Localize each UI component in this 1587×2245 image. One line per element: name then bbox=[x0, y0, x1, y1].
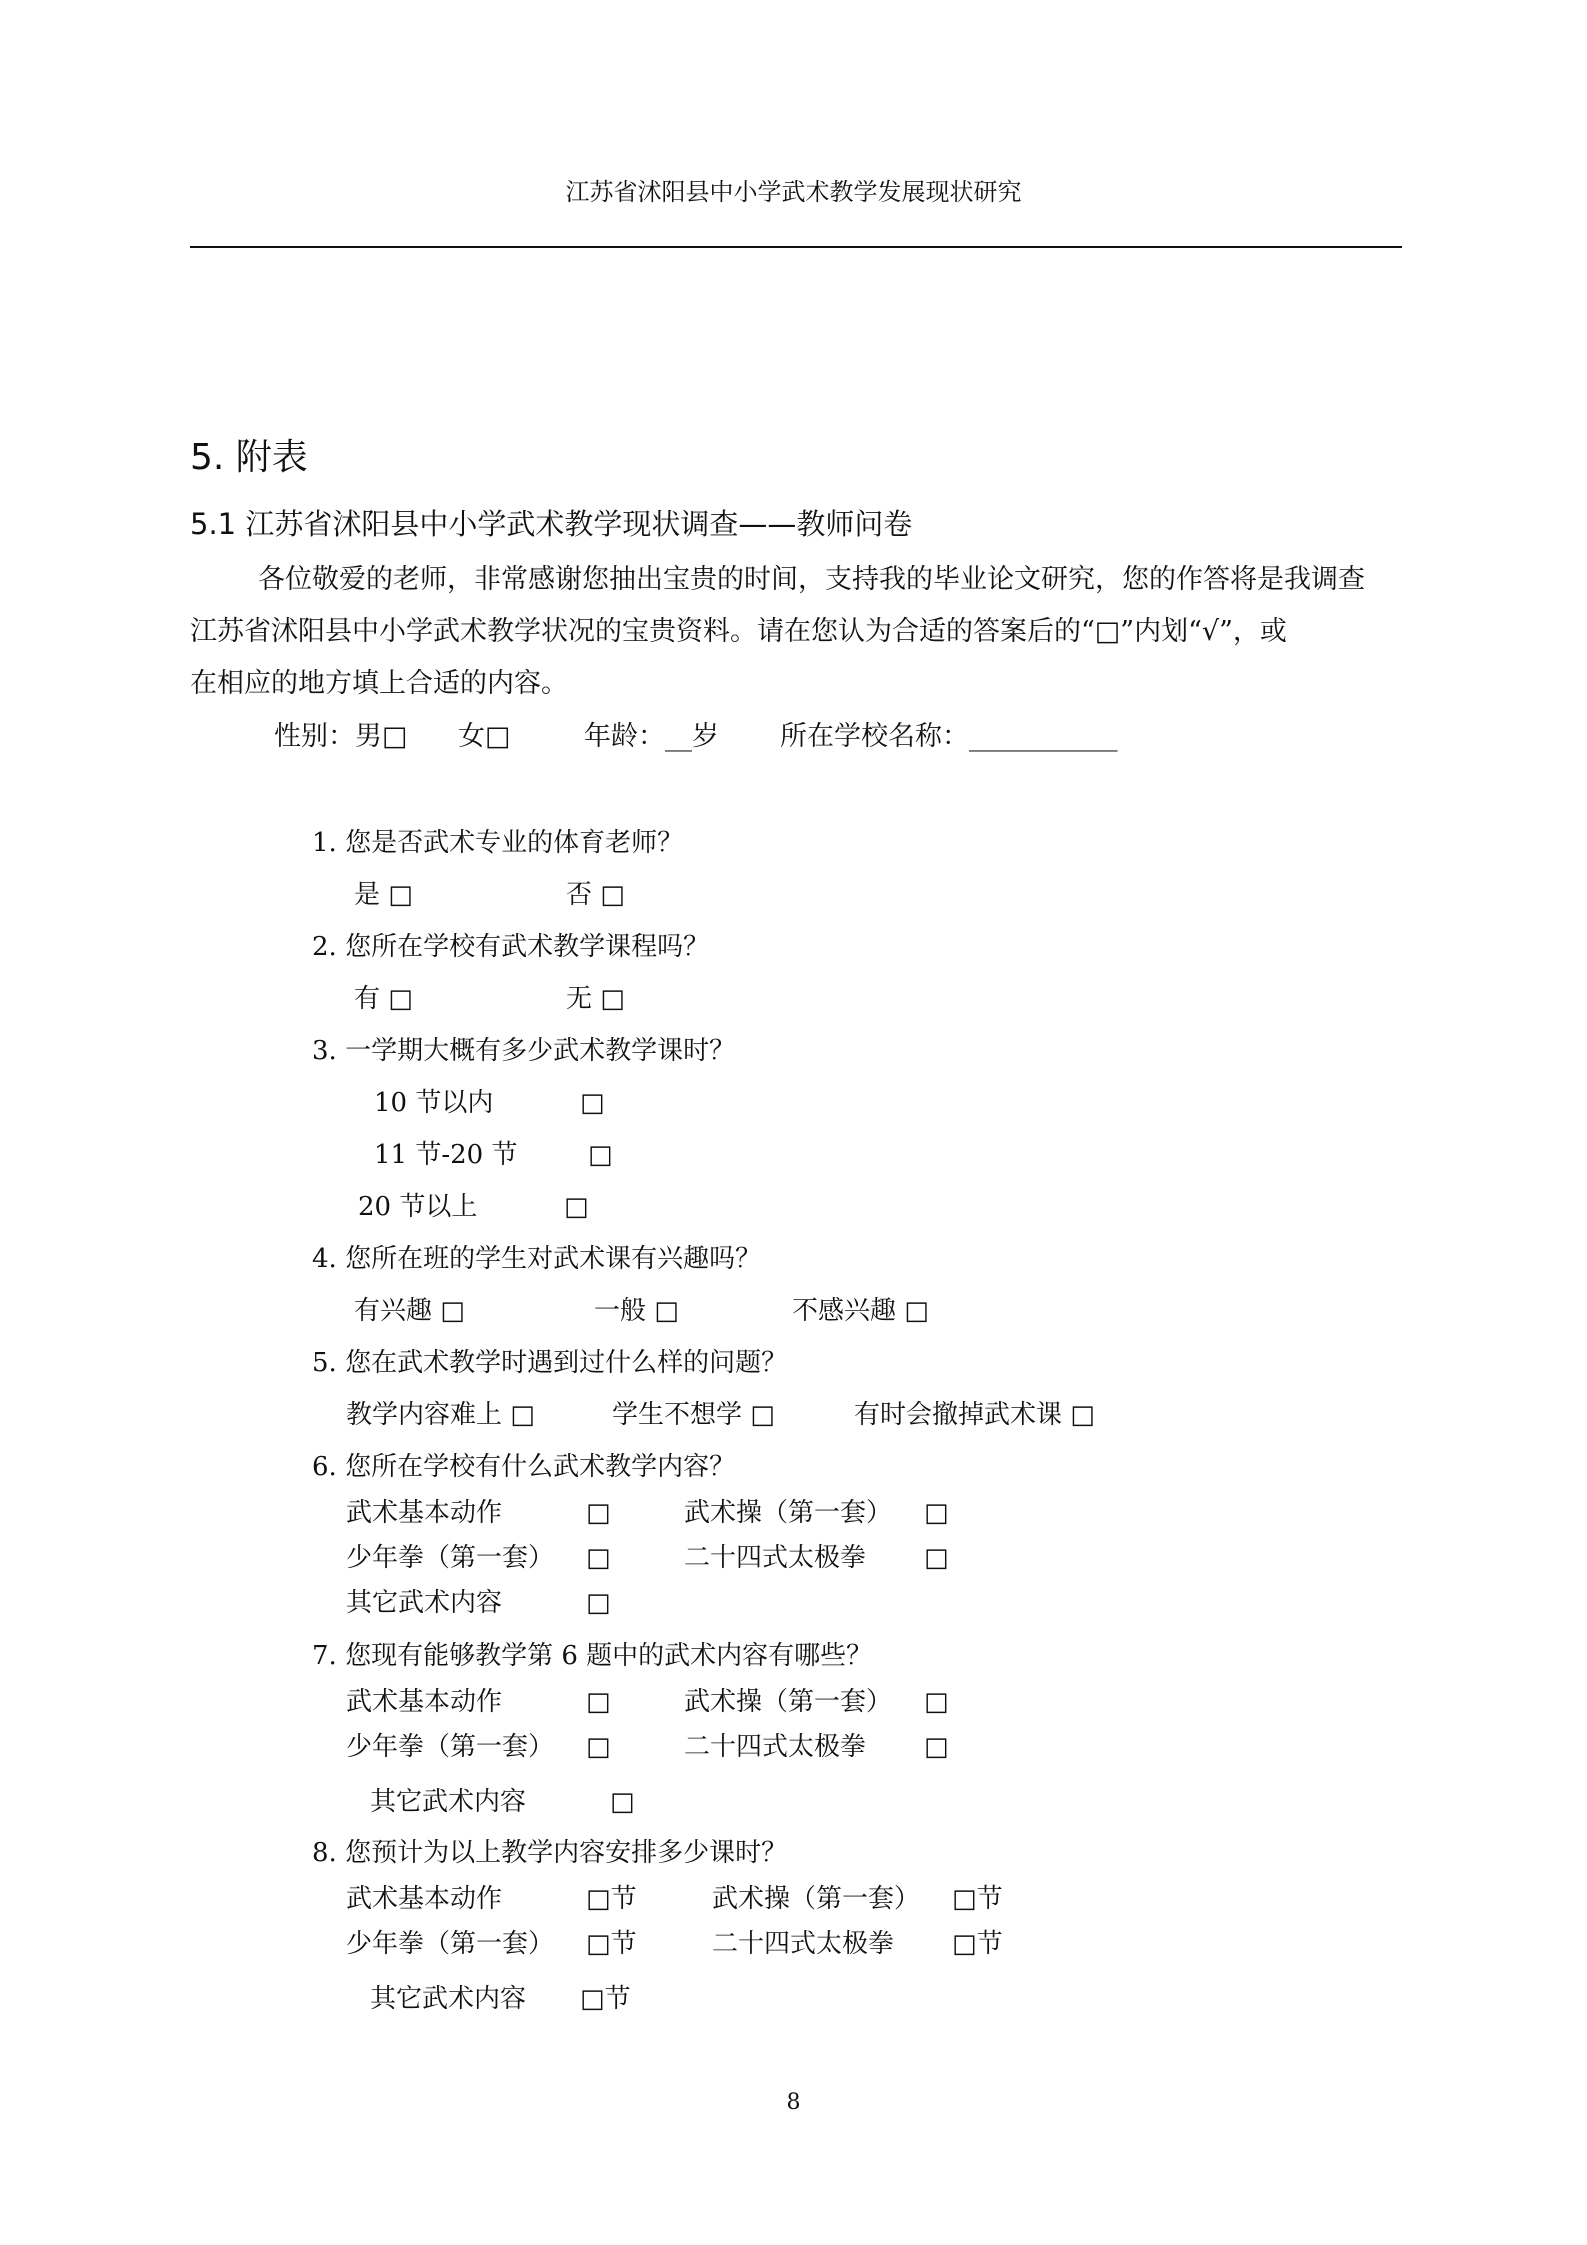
q6-option-checkbox[interactable]: □ bbox=[586, 1543, 611, 1573]
q7-option-checkbox[interactable]: □ bbox=[586, 1732, 611, 1762]
q3-option-label: 20 节以上 bbox=[358, 1192, 478, 1222]
q6-option-label: 二十四式太极拳 bbox=[684, 1543, 867, 1573]
q8-option-checkbox[interactable]: □节 bbox=[952, 1884, 1003, 1914]
question-4: 4. 您所在班的学生对武术课有兴趣吗？ bbox=[312, 1244, 762, 1274]
q6-option-checkbox[interactable]: □ bbox=[586, 1498, 611, 1528]
page-header: 江苏省沭阳县中小学武术教学发展现状研究 bbox=[565, 178, 1022, 206]
question-5: 5. 您在武术教学时遇到过什么样的问题？ bbox=[312, 1348, 788, 1378]
q3-option-label: 11 节-20 节 bbox=[374, 1140, 518, 1170]
section-title: 5. 附表 bbox=[190, 437, 308, 478]
q5-option-course-cancelled[interactable]: 有时会撤掉武术课 □ bbox=[854, 1400, 1095, 1430]
question-1: 1. 您是否武术专业的体育老师？ bbox=[312, 828, 684, 858]
question-6: 6. 您所在学校有什么武术教学内容？ bbox=[312, 1452, 736, 1482]
q3-option-checkbox[interactable]: □ bbox=[588, 1140, 613, 1170]
q4-option-not-interested[interactable]: 不感兴趣 □ bbox=[792, 1296, 929, 1326]
q8-option-checkbox[interactable]: □节 bbox=[952, 1929, 1003, 1959]
q8-option-label: 武术基本动作 bbox=[346, 1884, 503, 1914]
question-2: 2. 您所在学校有武术教学课程吗？ bbox=[312, 932, 710, 962]
q8-option-label: 二十四式太极拳 bbox=[712, 1929, 895, 1959]
header-rule bbox=[190, 246, 1402, 248]
q6-option-label: 其它武术内容 bbox=[346, 1588, 503, 1618]
subsection-title: 5.1 江苏省沭阳县中小学武术教学现状调查——教师问卷 bbox=[190, 507, 913, 541]
q3-option-label: 10 节以内 bbox=[374, 1088, 494, 1118]
school-name-field[interactable]: 所在学校名称：___________ bbox=[780, 721, 1118, 752]
age-field[interactable]: 年龄：__岁 bbox=[584, 721, 719, 752]
q6-option-checkbox[interactable]: □ bbox=[924, 1543, 949, 1573]
q2-option-yes[interactable]: 有 □ bbox=[354, 984, 413, 1014]
intro-line-3: 在相应的地方填上合适的内容。 bbox=[190, 668, 568, 699]
q6-option-label: 武术操（第一套） bbox=[684, 1498, 893, 1528]
q3-option-checkbox[interactable]: □ bbox=[564, 1192, 589, 1222]
q7-option-label: 少年拳（第一套） bbox=[346, 1732, 555, 1762]
q8-option-label: 少年拳（第一套） bbox=[346, 1929, 555, 1959]
q6-option-label: 少年拳（第一套） bbox=[346, 1543, 555, 1573]
q7-option-checkbox[interactable]: □ bbox=[586, 1687, 611, 1717]
q1-option-yes[interactable]: 是 □ bbox=[354, 880, 413, 910]
q7-option-label: 武术基本动作 bbox=[346, 1687, 503, 1717]
q8-option-label: 其它武术内容 bbox=[370, 1984, 527, 2014]
gender-field[interactable]: 性别：男□ bbox=[274, 721, 408, 752]
question-7: 7. 您现有能够教学第 6 题中的武术内容有哪些？ bbox=[312, 1641, 873, 1671]
q2-option-no[interactable]: 无 □ bbox=[566, 984, 625, 1014]
q8-option-checkbox[interactable]: □节 bbox=[580, 1984, 631, 2014]
q5-option-hard-content[interactable]: 教学内容难上 □ bbox=[346, 1400, 535, 1430]
q7-option-checkbox[interactable]: □ bbox=[610, 1787, 635, 1817]
q6-option-checkbox[interactable]: □ bbox=[924, 1498, 949, 1528]
question-8: 8. 您预计为以上教学内容安排多少课时？ bbox=[312, 1838, 788, 1868]
question-3: 3. 一学期大概有多少武术教学课时？ bbox=[312, 1036, 736, 1066]
q7-option-label: 二十四式太极拳 bbox=[684, 1732, 867, 1762]
q5-option-students-unwilling[interactable]: 学生不想学 □ bbox=[612, 1400, 775, 1430]
q3-option-checkbox[interactable]: □ bbox=[580, 1088, 605, 1118]
intro-line-1: 各位敬爱的老师，非常感谢您抽出宝贵的时间，支持我的毕业论文研究，您的作答将是我调查 bbox=[258, 564, 1365, 595]
q8-option-checkbox[interactable]: □节 bbox=[586, 1884, 637, 1914]
female-checkbox[interactable]: 女□ bbox=[458, 721, 511, 752]
q7-option-checkbox[interactable]: □ bbox=[924, 1732, 949, 1762]
intro-line-2: 江苏省沭阳县中小学武术教学状况的宝贵资料。请在您认为合适的答案后的“□”内划“√”，或 bbox=[190, 616, 1287, 647]
q8-option-label: 武术操（第一套） bbox=[712, 1884, 921, 1914]
q4-option-interested[interactable]: 有兴趣 □ bbox=[354, 1296, 465, 1326]
q7-option-label: 其它武术内容 bbox=[370, 1787, 527, 1817]
q8-option-checkbox[interactable]: □节 bbox=[586, 1929, 637, 1959]
q7-option-label: 武术操（第一套） bbox=[684, 1687, 893, 1717]
q7-option-checkbox[interactable]: □ bbox=[924, 1687, 949, 1717]
q1-option-no[interactable]: 否 □ bbox=[566, 880, 625, 910]
q6-option-label: 武术基本动作 bbox=[346, 1498, 503, 1528]
q6-option-checkbox[interactable]: □ bbox=[586, 1588, 611, 1618]
page-number: 8 bbox=[786, 2090, 801, 2115]
q4-option-average[interactable]: 一般 □ bbox=[594, 1296, 679, 1326]
